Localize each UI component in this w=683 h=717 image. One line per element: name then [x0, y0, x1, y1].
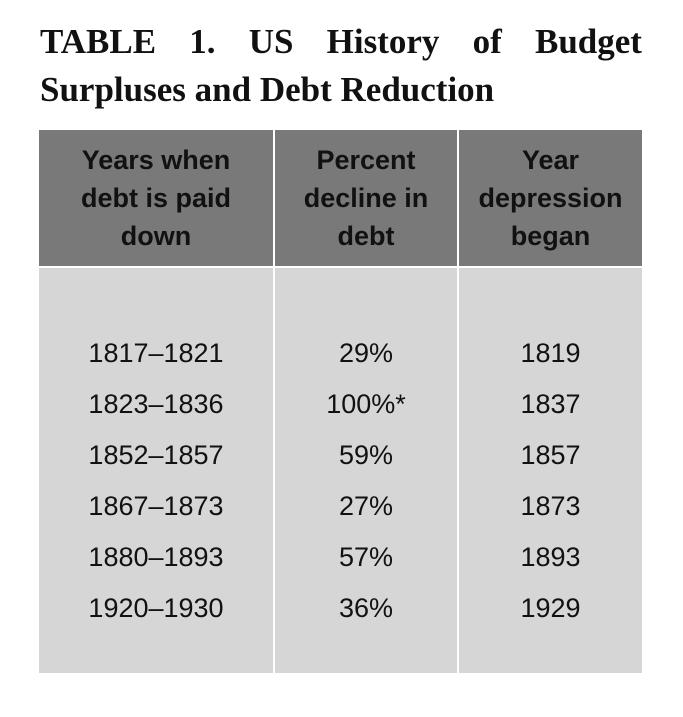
header-line: Percent [316, 145, 416, 175]
decline-cell: 29% [338, 338, 394, 368]
header-line: down [120, 221, 192, 251]
table-title [40, 18, 642, 114]
years-cell: 1880–1893 [88, 542, 224, 572]
column-header-years [39, 130, 274, 267]
history-table [39, 130, 642, 673]
depression-cell: 1819 [520, 338, 581, 368]
years-cell: 1920–1930 [88, 593, 224, 623]
body-row [39, 267, 642, 673]
header-line: debt is paid [80, 183, 232, 213]
depression-cell: 1857 [520, 440, 581, 470]
decline-cell: 27% [338, 491, 394, 521]
column-header-decline [274, 130, 458, 267]
title-word: Budget [535, 22, 642, 61]
title-word: of [472, 22, 502, 61]
depression-column [458, 267, 642, 673]
decline-cell: 57% [338, 542, 394, 572]
header-line: began [510, 221, 591, 251]
decline-cell: 100%* [326, 389, 406, 419]
title-line-2: Surpluses and Debt Reduction [40, 70, 495, 109]
header-line: Years when [81, 145, 231, 175]
header-row [39, 130, 642, 267]
decline-cell: 59% [338, 440, 394, 470]
years-column [39, 267, 274, 673]
years-cell: 1823–1836 [88, 389, 224, 419]
depression-cell: 1873 [520, 491, 581, 521]
decline-column [274, 267, 458, 673]
title-word: TABLE [40, 22, 157, 61]
column-header-depression [458, 130, 642, 267]
title-word: 1. [189, 22, 216, 61]
years-cell: 1817–1821 [88, 338, 224, 368]
title-line-1 [40, 18, 642, 66]
decline-cell: 36% [338, 593, 394, 623]
header-line: debt [337, 221, 395, 251]
years-cell: 1852–1857 [88, 440, 224, 470]
title-word: History [326, 22, 440, 61]
years-cell: 1867–1873 [88, 491, 224, 521]
data-table [39, 130, 642, 673]
header-line: Year [521, 145, 580, 175]
depression-cell: 1893 [520, 542, 581, 572]
header-line: depression [478, 183, 623, 213]
title-word: US [248, 22, 294, 61]
depression-cell: 1837 [520, 389, 581, 419]
depression-cell: 1929 [520, 593, 581, 623]
header-line: decline in [303, 183, 429, 213]
